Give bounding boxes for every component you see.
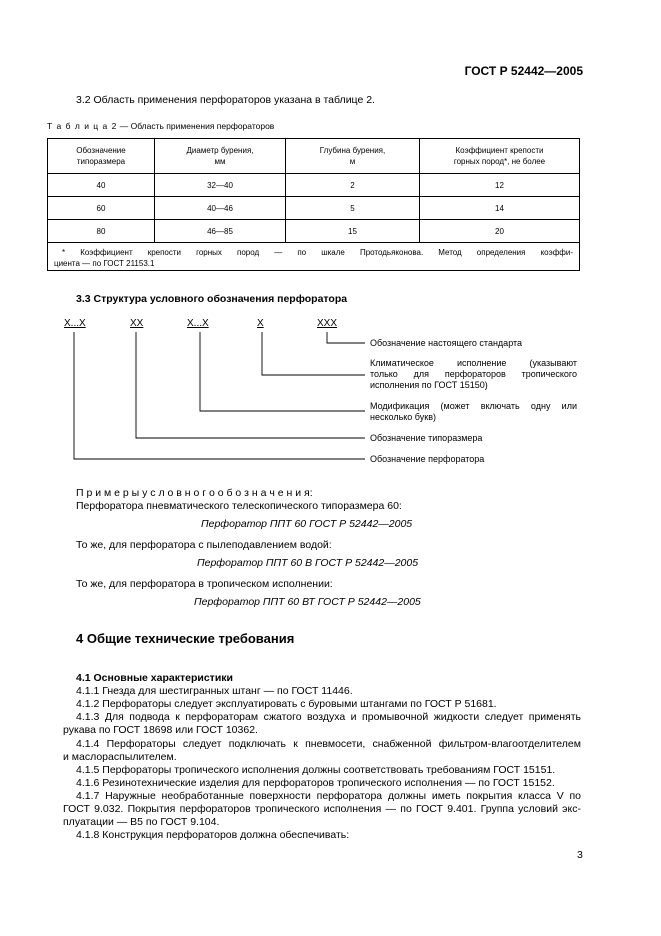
section-4-title: 4 Общие технические требования — [76, 631, 295, 646]
example-2: Перфоратор ППТ 60 В ГОСТ Р 52442—2005 — [197, 557, 419, 569]
example-1: Перфоратор ППТ 60 ГОСТ Р 52442—2005 — [201, 518, 413, 530]
page-number: 3 — [577, 849, 583, 861]
examples-heading: П р и м е р ы у с л о в н о г о о б о з н а ч е н и я: — [76, 487, 313, 499]
code-climatic: Х — [257, 318, 264, 329]
paragraph-4-1-3-line-2: рукава по ГОСТ 18698 или ГОСТ 10362. — [63, 724, 258, 736]
table-cell: 2 — [286, 174, 420, 197]
examples-line-1: Перфоратора пневматического телескопического типоразмера 60: — [76, 500, 402, 512]
table-header-cell: Обозначение типоразмера — [48, 139, 155, 174]
examples-line-2: То же, для перфоратора с пылеподавлением водой: — [76, 539, 332, 551]
code-perforator: Х...Х — [64, 318, 86, 329]
footnote-line-1: * Коэффициент крепости горных пород — по шкале Протодьяконова. Метод определения коэффи- — [62, 248, 573, 257]
label-modification: Модификация (может включать одну или несколько букв) — [370, 401, 577, 422]
section-3-2-text: 3.2 Область применения перфораторов указана в таблице 2. — [76, 94, 375, 106]
table-cell: 60 — [48, 197, 155, 220]
example-3: Перфоратор ППТ 60 ВТ ГОСТ Р 52442—2005 — [194, 596, 421, 608]
code-size-type: ХХ — [130, 318, 144, 329]
paragraph-4-1-6: 4.1.6 Резинотехнические изделия для перфораторов тропического исполнения — по ГОСТ 15152. — [76, 777, 555, 789]
paragraph-4-1-7-line-2: ГОСТ 9.032. Покрытия перфораторов тропического исполнения — по ГОСТ 9.401. Группа условий экс- — [63, 803, 581, 815]
paragraph-4-1-3-line-1: 4.1.3 Для подвода к перфораторам сжатого воздуха и промывочной жидкости следует применять — [76, 711, 581, 723]
paragraph-4-1-1: 4.1.1 Гнезда для шестигранных штанг — по ГОСТ 11446. — [76, 685, 353, 697]
table-cell: 32—40 — [155, 174, 286, 197]
table-caption-text: — Область применения перфораторов — [117, 121, 275, 131]
table-cell: 40 — [48, 174, 155, 197]
footnote-line-2: циента — по ГОСТ 21153.1 — [54, 259, 155, 268]
section-4-1-title: 4.1 Основные характеристики — [76, 672, 233, 684]
label-size-type: Обозначение типоразмера — [370, 433, 483, 443]
paragraph-4-1-7-line-3: плуатации — В5 по ГОСТ 9.104. — [63, 816, 220, 828]
table-caption-prefix: Т а б л и ц а 2 — [47, 121, 118, 131]
table-cell: 46—85 — [155, 220, 286, 243]
paragraph-4-1-4-line-2: и маслораспылителем. — [63, 751, 177, 763]
table-header-cell: Диаметр бурения, мм — [155, 139, 286, 174]
code-modification: Х...Х — [187, 318, 209, 329]
section-3-3-title: 3.3 Структура условного обозначения перфоратора — [76, 293, 348, 305]
table-cell: 20 — [420, 220, 580, 243]
paragraph-4-1-4-line-1: 4.1.4 Перфораторы следует подключать к пневмосети, снабженной фильтром-влагоотделителем — [76, 738, 581, 750]
table-cell: 14 — [420, 197, 580, 220]
table-cell: 15 — [286, 220, 420, 243]
table-cell: 80 — [48, 220, 155, 243]
paragraph-4-1-8: 4.1.8 Конструкция перфораторов должна обеспечивать: — [76, 829, 350, 841]
paragraph-4-1-2: 4.1.2 Перфораторы следует эксплуатировать с буровыми штангами по ГОСТ Р 51681. — [76, 698, 497, 710]
code-standard: ХХХ — [317, 318, 338, 329]
table-cell: 5 — [286, 197, 420, 220]
examples-line-3: То же, для перфоратора в тропическом исполнении: — [76, 578, 333, 590]
document-code: ГОСТ Р 52442—2005 — [464, 64, 583, 78]
paragraph-4-1-5: 4.1.5 Перфораторы тропического исполнения должны соответствовать требованиям ГОСТ 15151. — [76, 764, 556, 776]
table-header-cell: Глубина бурения, м — [286, 139, 420, 174]
table-cell: 12 — [420, 174, 580, 197]
label-perforator: Обозначение перфоратора — [370, 454, 485, 464]
label-climatic: Климатическое исполнение (указывают только для перфораторов тропического исполнения по ГОСТ 15150) — [370, 358, 577, 390]
table-cell: 40—46 — [155, 197, 286, 220]
paragraph-4-1-7-line-1: 4.1.7 Наружные необработанные поверхности перфоратора должны иметь покрытия класса V по — [76, 790, 581, 802]
label-standard: Обозначение настоящего стандарта — [370, 338, 523, 348]
table-header-cell: Коэффициент крепости горных пород*, не более — [420, 139, 580, 174]
